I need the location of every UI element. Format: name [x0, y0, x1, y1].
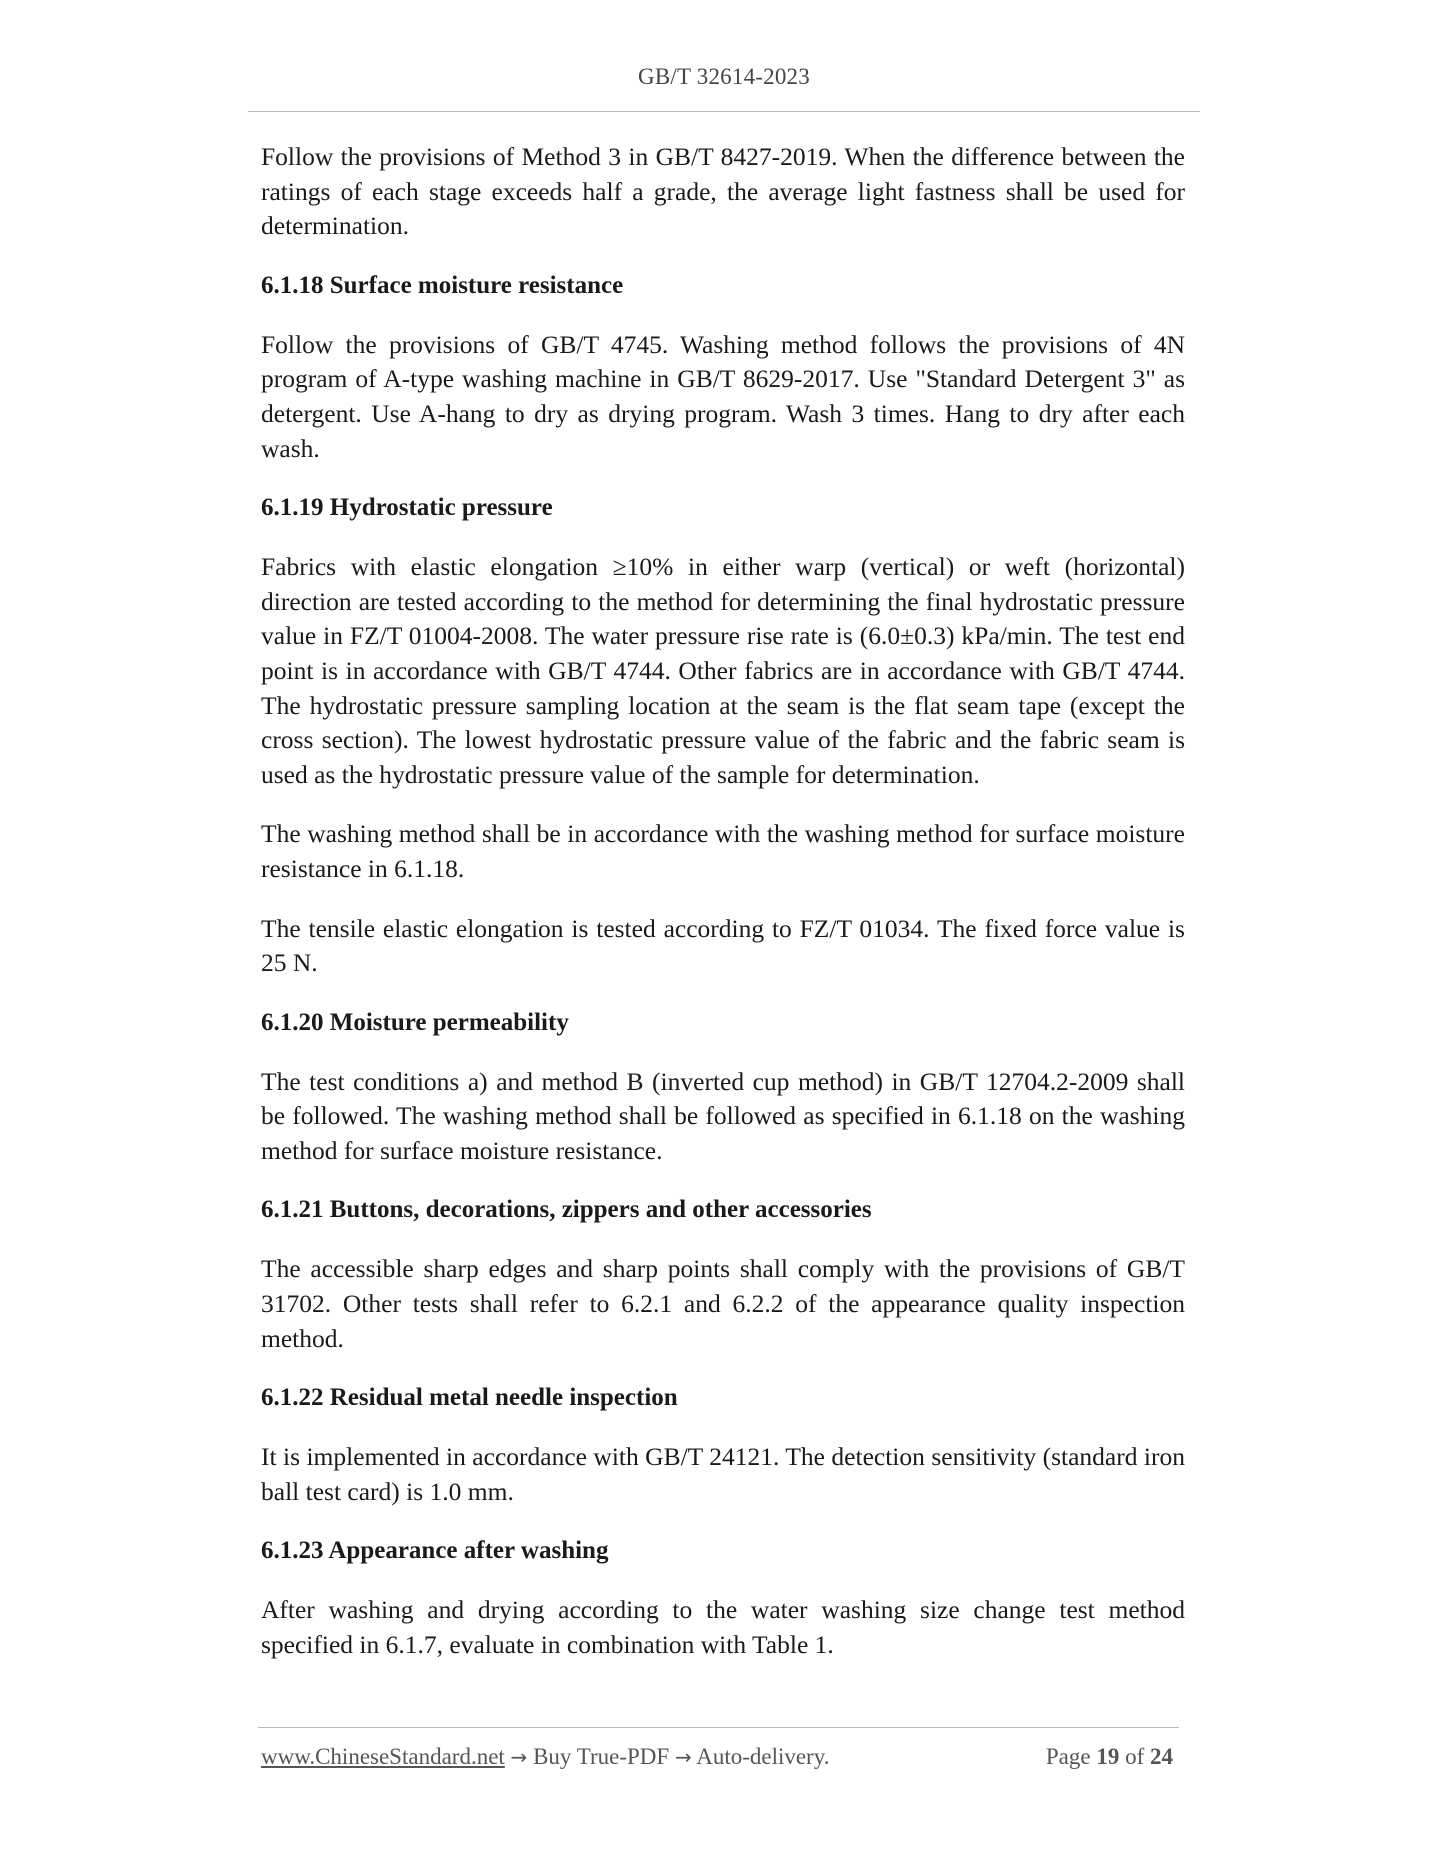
paragraph-hydrostatic-method: Fabrics with elastic elongation ≥10% in either warp (vertical) or weft (horizontal) direction are tested according to the method for determining the final hydrostatic pressure value in FZ/T 01004-2008. The water pressure rise rate is (6.0±0.3) kPa/min. The test end point is in accordance with GB/T 4744. Other fabrics are in accordance with GB/T 4744. The hydrostatic pressure sampling location at the seam is the flat seam tape (except the cross section). The lowest hydrostatic pressure value of the fabric and the fabric seam is used as the hydrostatic pressure value of the sample for determination.	[261, 552, 1185, 789]
page-current: 19	[1096, 1744, 1120, 1769]
paragraph-moisture-permeability: The test conditions a) and method B (inverted cup method) in GB/T 12704.2-2009 shall be followed. The washing method shall be followed as specified in 6.1.18 on the washing method for surface moisture resistance.	[261, 1066, 1185, 1165]
document-body	[261, 140, 1185, 1688]
page-total: 24	[1150, 1744, 1173, 1769]
footer-divider	[258, 1727, 1179, 1728]
buy-true-pdf-text: Buy True-PDF	[533, 1744, 670, 1769]
header-divider	[248, 111, 1200, 112]
page-footer	[261, 1744, 1179, 1776]
paragraph-tensile-elongation: The tensile elastic elongation is tested according to FZ/T 01034. The fixed force value is 25 N.	[261, 913, 1185, 978]
arrow-right-icon: →	[674, 1745, 692, 1769]
of-label: of	[1125, 1744, 1145, 1769]
heading-6-1-19: 6.1.19 Hydrostatic pressure	[261, 494, 553, 522]
heading-6-1-18: 6.1.18 Surface moisture resistance	[261, 271, 624, 299]
arrow-right-icon: →	[510, 1745, 528, 1769]
paragraph-metal-needle: It is implemented in accordance with GB/T 24121. The detection sensitivity (standard iron ball test card) is 1.0 mm.	[261, 1442, 1185, 1506]
page-header: GB/T 32614-2023	[638, 64, 810, 89]
heading-6-1-21: 6.1.21 Buttons, decorations, zippers and other accessories	[261, 1196, 872, 1224]
page-number	[1046, 1744, 1173, 1770]
paragraph-hydrostatic-washing: The washing method shall be in accordance with the washing method for surface moisture resistance in 6.1.18.	[261, 819, 1185, 883]
heading-6-1-20: 6.1.20 Moisture permeability	[261, 1008, 569, 1036]
auto-delivery-text: Auto-delivery.	[696, 1744, 830, 1769]
paragraph-accessories: The accessible sharp edges and sharp points shall comply with the provisions of GB/T 31702. Other tests shall refer to 6.2.1 and 6.2.2 of the appearance quality inspection method.	[261, 1254, 1185, 1353]
chinesestandard-link[interactable]: www.ChineseStandard.net	[261, 1744, 505, 1769]
paragraph-surface-moisture: Follow the provisions of GB/T 4745. Washing method follows the provisions of 4N program of A-type washing machine in GB/T 8629-2017. Use "Standard Detergent 3" as detergent. Use A-hang to dry as drying program. Wash 3 times. Hang to dry after each wash.	[261, 329, 1185, 463]
footer-promo	[261, 1744, 829, 1770]
page-label: Page	[1045, 1744, 1091, 1769]
heading-6-1-22: 6.1.22 Residual metal needle inspection	[261, 1384, 678, 1412]
heading-6-1-23: 6.1.23 Appearance after washing	[261, 1537, 609, 1565]
paragraph-appearance-washing: After washing and drying according to the water washing size change test method specified in 6.1.7, evaluate in combination with Table 1.	[261, 1595, 1185, 1660]
paragraph-light-fastness: Follow the provisions of Method 3 in GB/T 8427-2019. When the difference between the ratings of each stage exceeds half a grade, the average light fastness shall be used for determination.	[261, 142, 1185, 241]
